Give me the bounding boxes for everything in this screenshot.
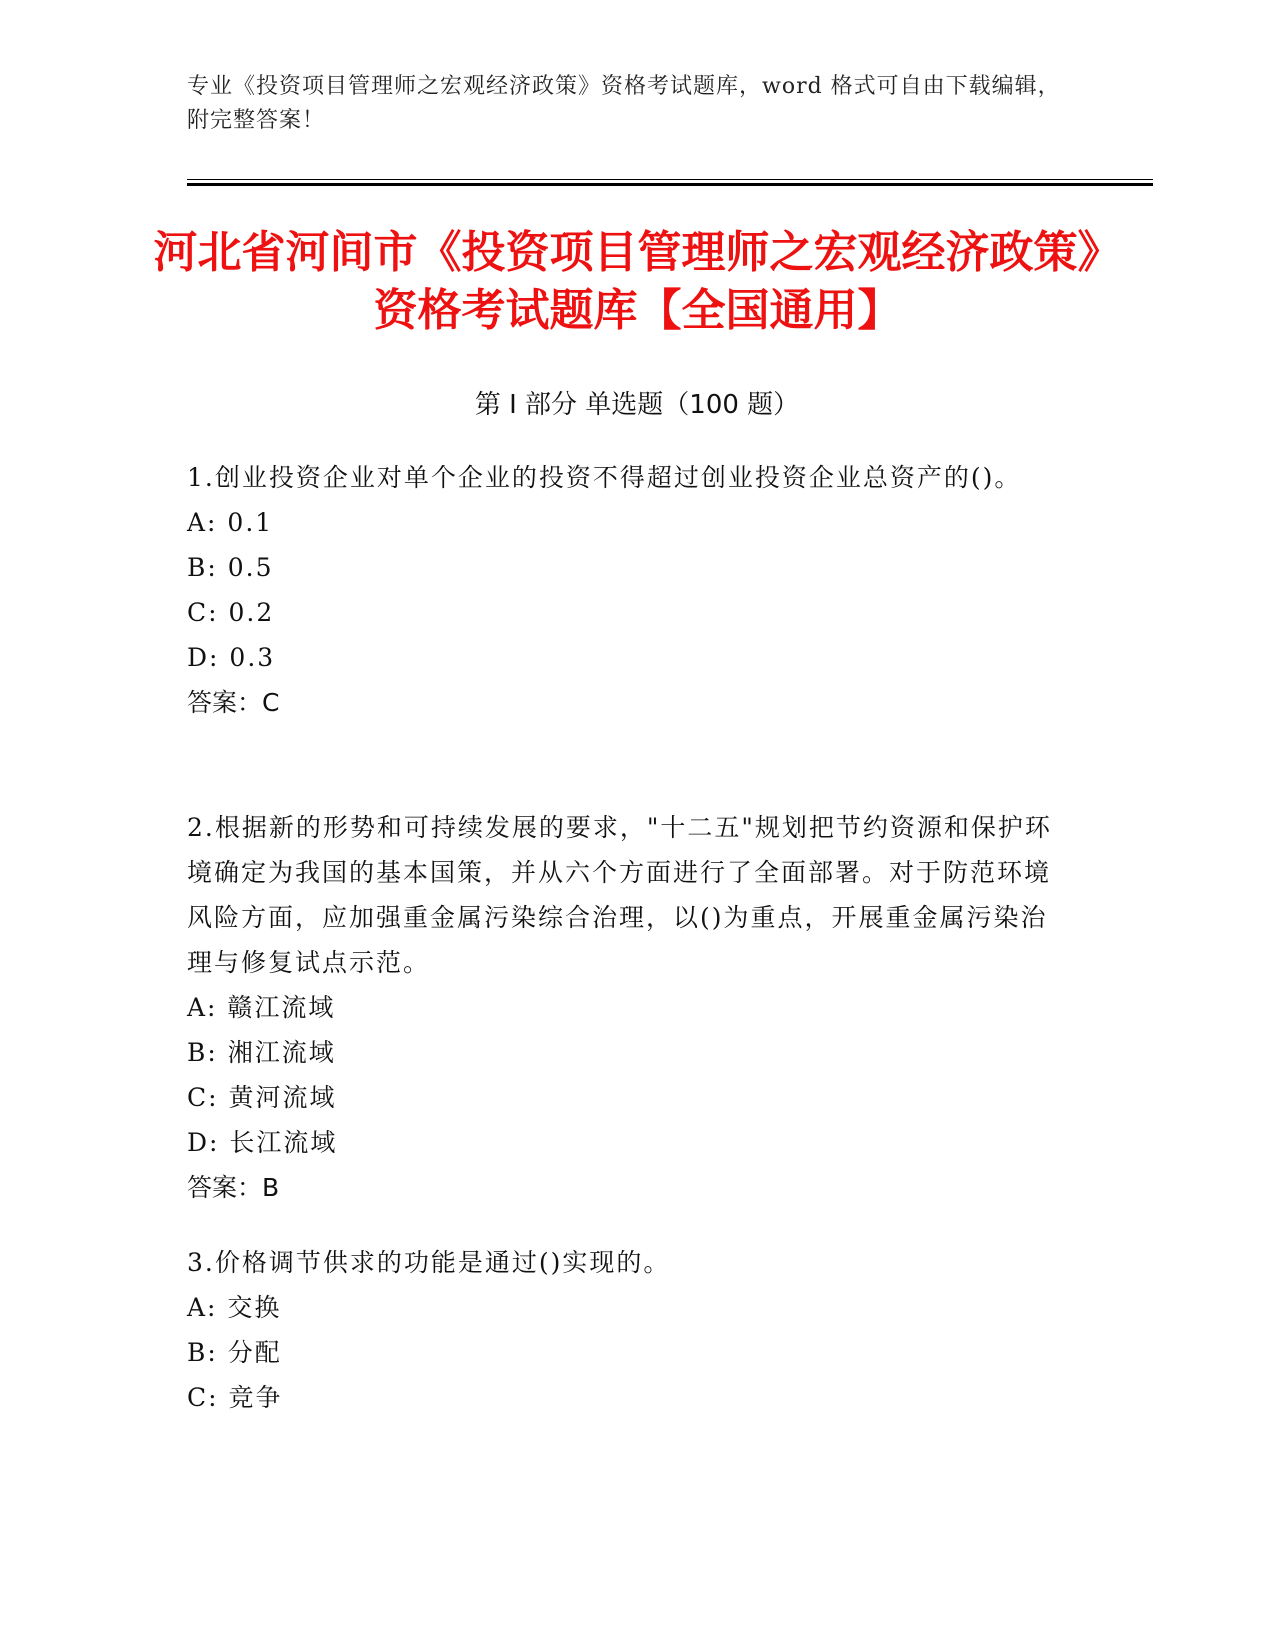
header-divider-thick xyxy=(187,183,1153,186)
option-c: C: 黄河流域 xyxy=(187,1083,337,1112)
option-c: C: 0.2 xyxy=(187,598,275,627)
option-c: C: 竞争 xyxy=(187,1383,283,1412)
question-2 xyxy=(187,805,1067,1210)
option-d: D: 长江流域 xyxy=(187,1128,338,1157)
question-1 xyxy=(187,455,1067,725)
answer: 答案：C xyxy=(187,688,280,717)
header-note: 专业《投资项目管理师之宏观经济政策》资格考试题库，word 格式可自由下载编辑，附完整答案！ xyxy=(187,74,1061,133)
option-a: A: 0.1 xyxy=(187,508,274,537)
question-stem: 1.创业投资企业对单个企业的投资不得超过创业投资企业总资产的()。 xyxy=(187,463,1022,492)
answer: 答案：B xyxy=(187,1173,280,1202)
option-d: D: 0.3 xyxy=(187,643,276,672)
option-b: B: 0.5 xyxy=(187,553,274,582)
option-b: B: 分配 xyxy=(187,1338,282,1367)
option-b: B: 湘江流域 xyxy=(187,1038,336,1067)
section-title: 第 I 部分 单选题（100 题） xyxy=(474,390,800,420)
question-stem: 3.价格调节供求的功能是通过()实现的。 xyxy=(187,1248,671,1277)
option-a: A: 赣江流域 xyxy=(187,993,336,1022)
document-title: 河北省河间市《投资项目管理师之宏观经济政策》资格考试题库【全国通用】 xyxy=(153,227,1122,336)
question-3 xyxy=(187,1240,1067,1420)
question-stem: 2.根据新的形势和可持续发展的要求，"十二五"规划把节约资源和保护环境确定为我国的基本国策，并从六个方面进行了全面部署。对于防范环境风险方面，应加强重金属污染综合治理，以()为重点，开展重金属污染治理与修复试点示范。 xyxy=(187,813,1052,977)
header-divider-thin xyxy=(187,179,1153,180)
option-a: A: 交换 xyxy=(187,1293,282,1322)
